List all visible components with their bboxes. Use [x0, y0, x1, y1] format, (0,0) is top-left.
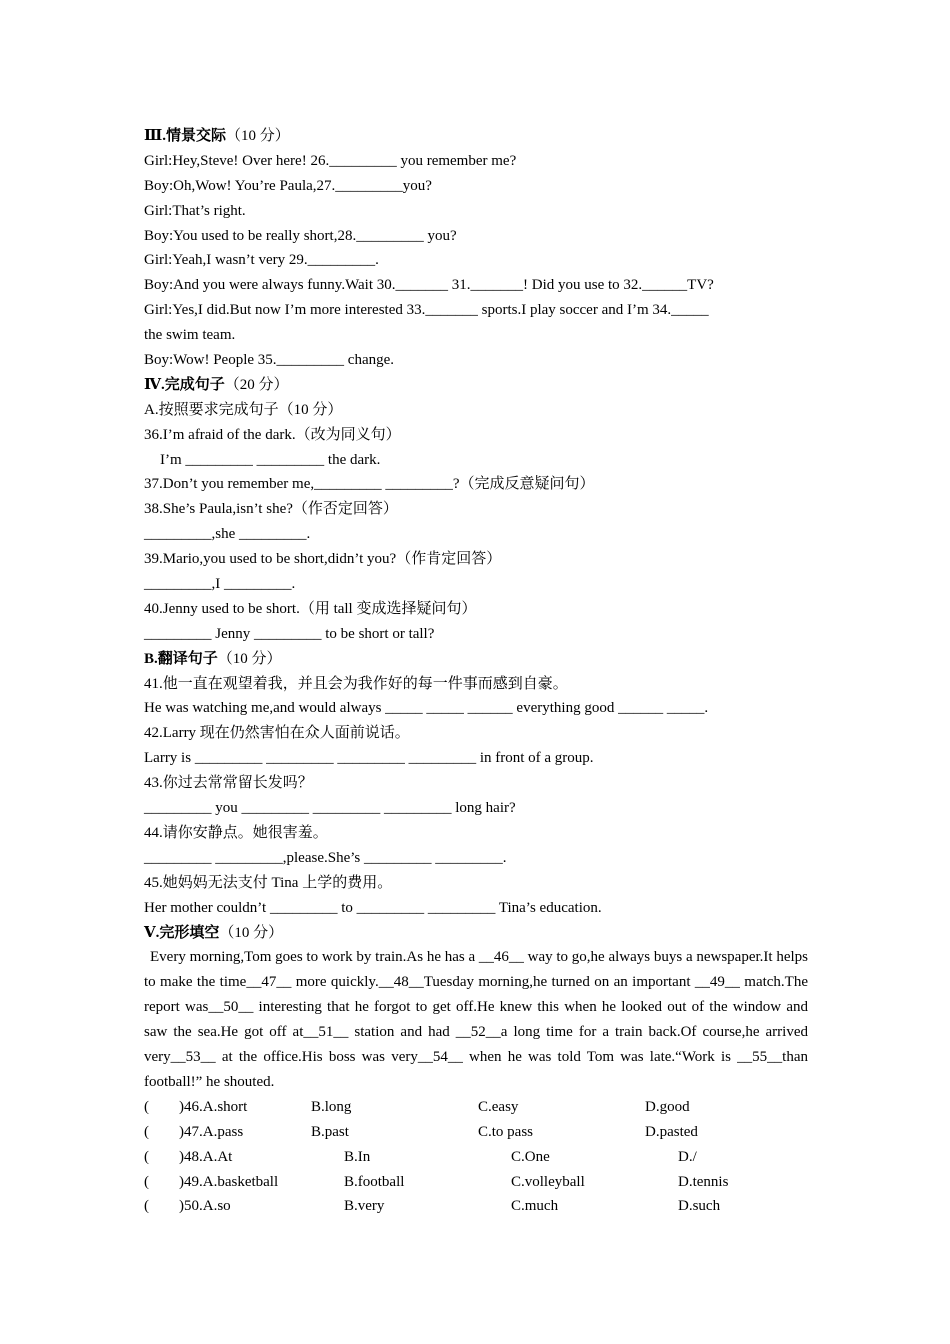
dialogue-line: Boy:And you were always funny.Wait 30._______ 31._______! Did you use to 32.______TV? [144, 277, 714, 294]
option-c: C.One [511, 1148, 550, 1165]
answer-line: _________ Jenny _________ to be short or tall? [144, 625, 435, 642]
option-row [144, 1170, 808, 1195]
cloze-passage-text: Every morning,Tom goes to work by train.As he has a __46__ way to go,he always buys a newspaper.It helps to make the time__47__ more quickly.__48__Tuesday morning,he turned on an important __49__ match.The report was__50__ interesting that he forgot to get off.He knew this when he looked out of the window and saw the sea.He got off at__51__ station and had __52__a long time for a train back.Of course,he arrived very__53__ at the office.His boss was very__54__ when he was told Tom was late.“Work is __55__than football!” he shouted. [144, 949, 808, 1090]
option-b: B.football [344, 1173, 405, 1190]
option-c: C.much [511, 1198, 559, 1215]
part-b-heading [144, 647, 808, 672]
worksheet-page [144, 124, 808, 1219]
dialogue-line: Girl:That’s right. [144, 202, 246, 219]
question-line: 38.She’s Paula,isn’t she?（作否定回答） [144, 501, 398, 518]
part-b-points: （10 分） [217, 650, 282, 667]
section5-points: （10 分） [219, 924, 284, 941]
answer-line: _________,she _________. [144, 526, 311, 543]
question-line: 40.Jenny used to be short.（用 tall 变成选择疑问句） [144, 600, 477, 617]
option-d: D.pasted [645, 1123, 698, 1140]
section3-points: （10 分） [226, 128, 290, 144]
question-line: 36.I’m afraid of the dark.（改为同义句） [144, 426, 401, 443]
dialogue-line: Boy:You used to be really short,28._________ you? [144, 227, 457, 244]
dialogue-line: Girl:Yeah,I wasn’t very 29._________. [144, 252, 379, 269]
option-row [144, 1145, 808, 1170]
answer-line: _________ you _________ _________ _________ long hair? [144, 800, 516, 817]
option-c: C.easy [478, 1098, 519, 1115]
answer-line: _________,I _________. [144, 576, 296, 593]
dialogue-line: Boy:Wow! People 35._________ change. [144, 352, 395, 369]
question-line: 41.他一直在观望着我，并且会为我作好的每一件事而感到自豪。 [144, 675, 568, 692]
section3-title: Ⅲ.情景交际 [144, 128, 227, 144]
question-line: 37.Don’t you remember me,_________ _________?（完成反意疑问句） [144, 476, 595, 493]
section4-title: Ⅳ.完成句子 [144, 376, 225, 393]
option-b: B.past [311, 1123, 349, 1140]
section3-heading [144, 124, 808, 149]
part-b-title: B.翻译句子 [144, 650, 218, 667]
question-line: 42.Larry 现在仍然害怕在众人面前说话。 [144, 725, 410, 742]
dialogue-line: Girl:Yes,I did.But now I’m more interested 33._______ sports.I play soccer and I’m 34._____ [144, 302, 709, 319]
option-d: D./ [678, 1148, 697, 1165]
dialogue-line: Girl:Hey,Steve! Over here! 26._________ you remember me? [144, 152, 517, 169]
question-line: 45.她妈妈无法支付 Tina 上学的费用。 [144, 874, 393, 891]
section5-title: Ⅴ.完形填空 [144, 924, 220, 941]
option-a: ( )49.A.basketball [144, 1173, 279, 1190]
option-a: ( )48.A.At [144, 1148, 233, 1165]
answer-line: He was watching me,and would always _____ _____ ______ everything good ______ _____. [144, 700, 709, 717]
dialogue-line: the swim team. [144, 327, 236, 344]
option-b: B.long [311, 1098, 352, 1115]
option-a: ( )46.A.short [144, 1098, 248, 1115]
option-b: B.very [344, 1198, 385, 1215]
cloze-passage [144, 945, 808, 1094]
option-row [144, 1194, 808, 1219]
section5-heading [144, 921, 808, 946]
option-row [144, 1095, 808, 1120]
part-a-heading: A.按照要求完成句子（10 分） [144, 401, 343, 418]
option-d: D.such [678, 1198, 721, 1215]
option-a: ( )50.A.so [144, 1198, 231, 1215]
option-c: C.to pass [478, 1123, 534, 1140]
section4-heading [144, 373, 808, 398]
answer-line: Larry is _________ _________ _________ _________ in front of a group. [144, 750, 594, 767]
option-d: D.tennis [678, 1173, 729, 1190]
option-b: B.In [344, 1148, 371, 1165]
option-c: C.volleyball [511, 1173, 585, 1190]
question-line: 44.请你安静点。她很害羞。 [144, 824, 328, 841]
option-row [144, 1120, 808, 1145]
answer-line: _________ _________,please.She’s _________ _________. [144, 849, 507, 866]
section4-points: （20 分） [224, 376, 289, 393]
answer-line: Her mother couldn’t _________ to _________ _________ Tina’s education. [144, 899, 602, 916]
option-d: D.good [645, 1098, 690, 1115]
answer-line: I’m _________ _________ the dark. [160, 451, 381, 468]
question-line: 39.Mario,you used to be short,didn’t you?（作肯定回答） [144, 551, 502, 568]
question-line: 43.你过去常常留长发吗？ [144, 775, 313, 792]
dialogue-line: Boy:Oh,Wow! You’re Paula,27._________you? [144, 177, 432, 194]
option-a: ( )47.A.pass [144, 1123, 244, 1140]
